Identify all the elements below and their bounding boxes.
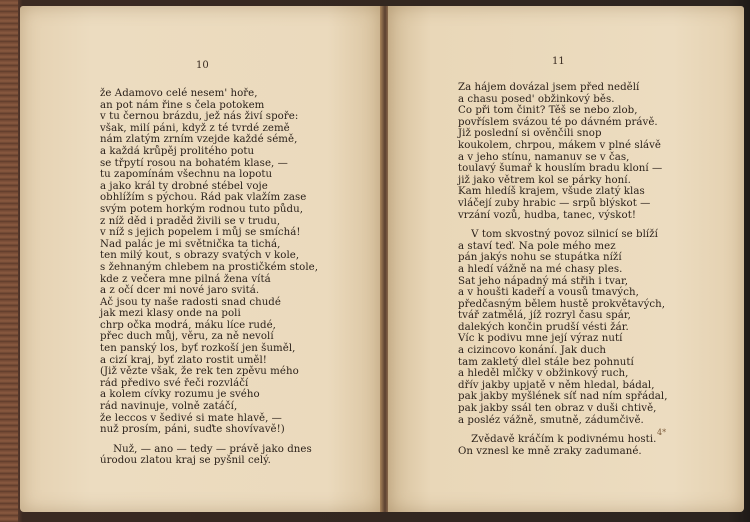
- verse-line: přec duch můj, věru, za ně nevolí: [100, 331, 274, 343]
- verse-line: On vznesl ke mně zraky zadumané.: [458, 445, 642, 457]
- verse-line: dalekých končin prudší vésti žár.: [458, 321, 629, 333]
- verse-line: an pot nám řine s čela potokem: [100, 99, 265, 111]
- verse-line: již jako větrem kol se párky honí.: [458, 174, 631, 186]
- verse-line: vláčejí zuby hrabic — srpů blýskot —: [458, 197, 651, 209]
- verse-line: tam zakletý dlel stále bez pohnutí: [458, 356, 634, 368]
- stanza-gap: [458, 221, 668, 229]
- verse-line: Co při tom činit? Těš se nebo zlob,: [458, 105, 638, 117]
- verse-line: kde z večera mne pilná žena vítá: [100, 273, 271, 285]
- verse-line: v níž s jejich popelem i můj se smíchá!: [100, 227, 301, 239]
- verse-line: Kam hledíš krajem, všude zlatý klas: [458, 186, 645, 198]
- verse-line: z níž děd i praděd živili se v trudu,: [100, 215, 281, 227]
- verse-line: toulavý šumař k houslím bradu kloní —: [458, 163, 663, 175]
- verse-line: Již poslední si ověnčili snop: [458, 128, 602, 140]
- left-page-number: 10: [196, 60, 209, 71]
- verse-line: a hledí vážně na mé chasy ples.: [458, 263, 623, 275]
- verse-line: a chasu posed' obžinkový běs.: [458, 93, 615, 105]
- verse-line: vrzání vozů, hudba, tanec, výskot!: [458, 209, 637, 221]
- verse-line: ten milý kout, s obrazy svatých v kole,: [100, 250, 300, 262]
- verse-line: Zvědavě kráčím k podivnému hosti.: [458, 434, 657, 446]
- verse-line: a kolem cívky rozumu je svého: [100, 389, 260, 401]
- verse-line: a cizincovo konání. Jak duch: [458, 345, 606, 357]
- verse-line: a cizí kraj, byť zlato rostit uměl!: [100, 354, 267, 366]
- corner-mark: 4*: [657, 428, 667, 437]
- verse-line: nám zlatým zrním vzejde každé sémě,: [100, 134, 298, 146]
- verse-line: pán jakýs nohu se stupátka níží: [458, 252, 622, 264]
- verse-line: že Adamovo celé nesem' hoře,: [100, 88, 258, 99]
- verse-line: V tom skvostný povoz silnicí se blíží: [458, 229, 658, 241]
- verse-line: a staví teď. Na pole mého mez: [458, 240, 616, 252]
- verse-line: nuž prosím, páni, suďte shovívavě!): [100, 424, 285, 436]
- verse-line: tvář zatmělá, jíž rozryl času spár,: [458, 310, 631, 322]
- book-cover-edge: [0, 0, 18, 522]
- verse-line: chrp očka modrá, máku líce rudé,: [100, 319, 276, 331]
- verse-line: dřív jakby upjatě v něm hledal, bádal,: [458, 379, 655, 391]
- right-page-number: 11: [552, 56, 565, 67]
- verse-line: Nuž, — ano — tedy — právě jako dnes: [100, 443, 312, 455]
- verse-line: Za hájem dovázal jsem před nedělí: [458, 82, 640, 93]
- verse-line: pak jakby myšlének síť nad ním spřádal,: [458, 391, 668, 403]
- verse-line: koukolem, chrpou, mákem v plné slávě: [458, 139, 662, 151]
- stanza-gap: [100, 436, 318, 444]
- verse-line: svým potem horkým rodnou tuto půdu,: [100, 203, 303, 215]
- verse-line: obhlížím s pýchou. Rád pak vlažím zase: [100, 192, 307, 204]
- verse-line: rád předivo své řeči rozvláčí: [100, 377, 249, 389]
- right-page-text: [458, 82, 668, 457]
- verse-line: (Již vězte však, že rek ten zpěvu mého: [100, 366, 299, 378]
- verse-line: předčasným bělem hustě prokvětavých,: [458, 298, 666, 310]
- verse-line: a každá krůpěj prolitého potu: [100, 145, 255, 157]
- left-page-text: [100, 88, 318, 467]
- verse-line: že leccos v šedivé si mate hlavě, —: [100, 412, 282, 424]
- verse-line: pak jakby ssál ten obraz v duši chtivě,: [458, 403, 657, 415]
- verse-line: Nad palác je mi světnička ta tichá,: [100, 238, 281, 250]
- verse-line: povříslem svázou té po dávném právě.: [458, 116, 658, 128]
- verse-line: úrodou zlatou kraj se pyšnil celý.: [100, 455, 271, 467]
- verse-line: Sat jeho nápadný má střih i tvar,: [458, 275, 629, 287]
- verse-line: s žehnaným chlebem na prostičkém stole,: [100, 261, 318, 273]
- verse-line: rád navinuje, volně zatáčí,: [100, 401, 238, 413]
- verse-line: a v houšti kadeří a vousů tmavých,: [458, 287, 639, 299]
- verse-line: ten panský los, byť rozkoší jen šuměl,: [100, 343, 296, 355]
- verse-line: a hleděl mlčky v obžinkový ruch,: [458, 368, 629, 380]
- verse-line: Ač jsou ty naše radosti snad chudé: [100, 296, 281, 308]
- verse-line: jak mezi klasy onde na poli: [100, 308, 241, 320]
- verse-line: a posléz vážně, smutně, zádumčivě.: [458, 414, 644, 426]
- verse-line: však, milí páni, když z té tvrdé země: [100, 122, 290, 134]
- verse-line: Víc k podivu mne její výraz nutí: [458, 333, 623, 345]
- verse-line: v tu černou brázdu, jež nás živí spoře:: [100, 111, 299, 123]
- verse-line: a z očí dcer mi nové jaro svitá.: [100, 285, 260, 297]
- verse-line: se třpytí rosou na bohatém klase, —: [100, 157, 288, 169]
- verse-line: a v jeho stínu, namanuv se v čas,: [458, 151, 630, 163]
- verse-line: a jako král ty drobné stébel voje: [100, 180, 268, 192]
- verse-line: tu zapomínám všechnu na lopotu: [100, 169, 273, 181]
